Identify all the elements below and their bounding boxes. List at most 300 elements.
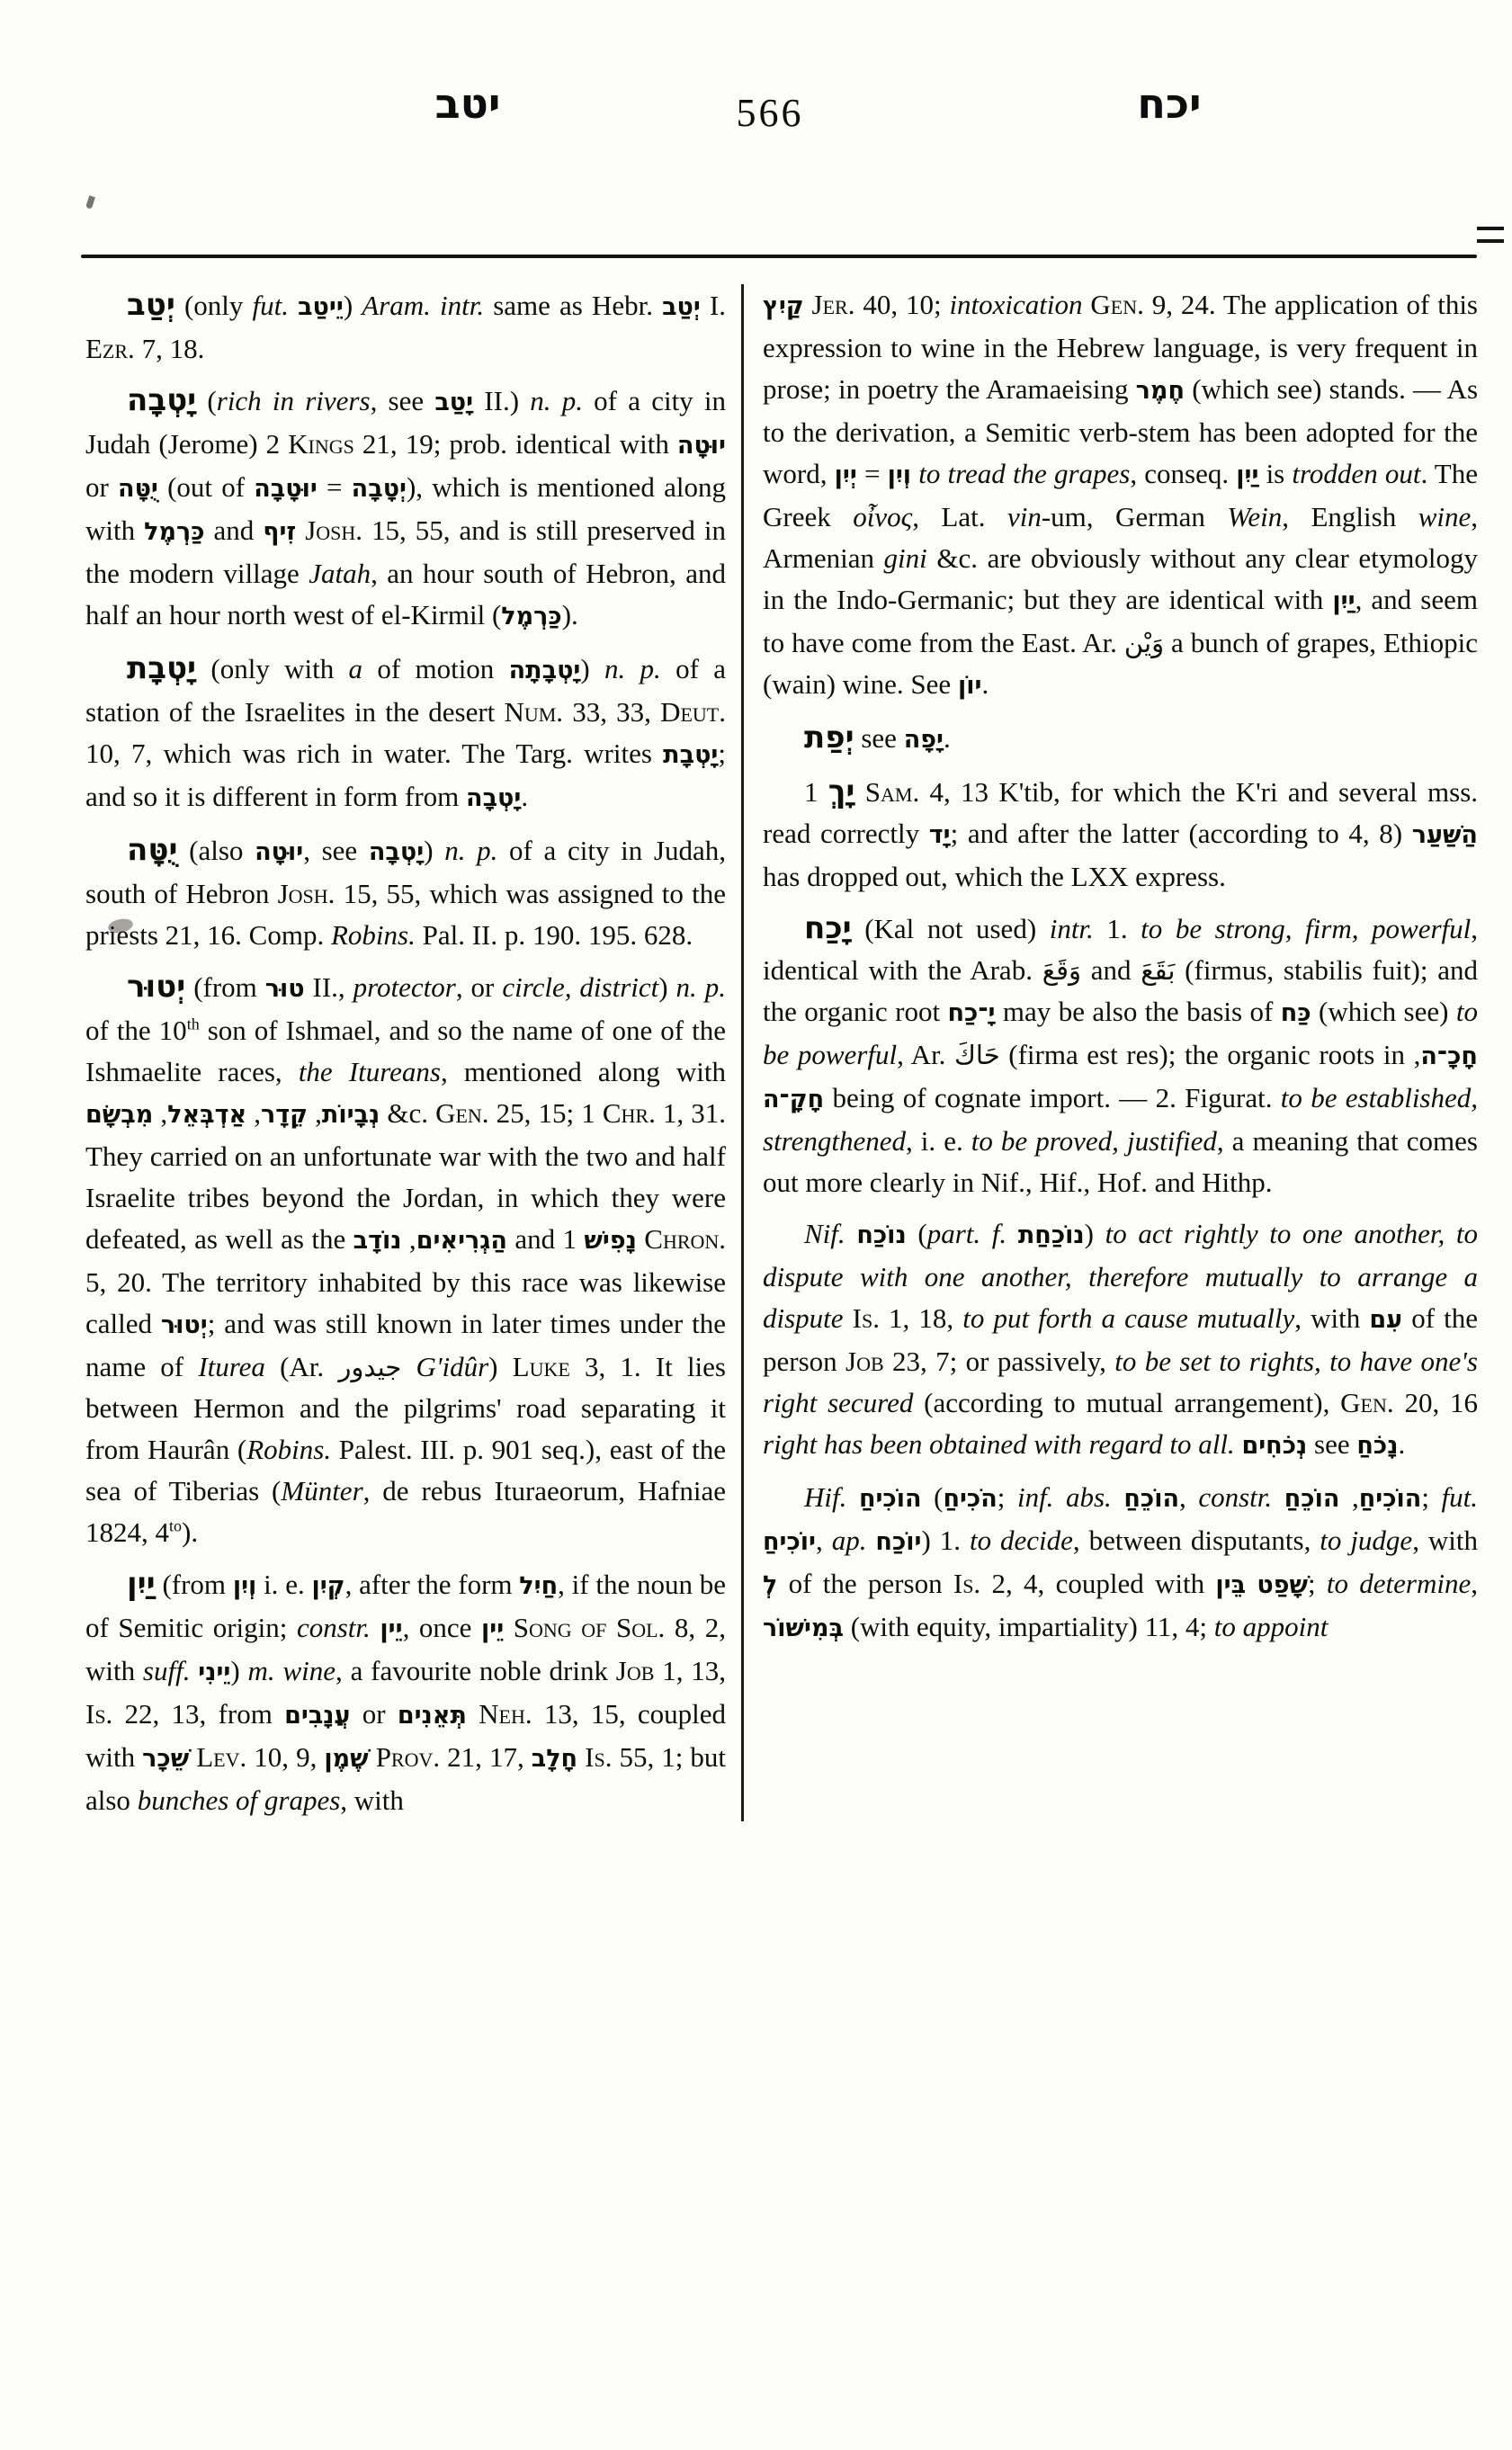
hebrew-word: יְטוּר (160, 1311, 208, 1339)
hebrew-word: נְבָיוֹת (321, 1101, 380, 1129)
text-run (1272, 1481, 1284, 1513)
text-run: Pal. II. p. 190. 195. 628. (415, 919, 693, 951)
text-run: , with (340, 1784, 404, 1816)
header-rule (81, 255, 1477, 258)
hebrew-word: תְּאֵנִים (397, 1702, 467, 1730)
hebrew-word: נוֹכַחַת (1017, 1221, 1085, 1249)
italic-text: wine (1418, 501, 1472, 532)
text-run: , (1413, 1039, 1421, 1070)
hebrew-word: יָפָה (903, 726, 944, 754)
hebrew-word: יֵין (481, 1615, 505, 1643)
entry-yefat (763, 717, 1478, 761)
text-run: 4, 13 K'tib, for which the K'ri and several mss. read correctly (763, 776, 1479, 849)
text-run: ) (1084, 1218, 1105, 1249)
italic-text: Iturea (198, 1351, 265, 1382)
bible-reference: Job (615, 1655, 655, 1686)
hebrew-word: יְטָבָה (351, 475, 407, 503)
bible-reference: Num. (504, 696, 564, 728)
text-run (289, 290, 298, 321)
text-run: . (1398, 1428, 1406, 1460)
hebrew-headword: יַיִן (127, 1566, 156, 1602)
text-run: , (246, 1097, 261, 1129)
bible-reference: Is. (85, 1698, 113, 1730)
hebrew-word: שֵׁכָר (142, 1745, 190, 1773)
hebrew-word: יָד (928, 821, 951, 849)
text-run: , (1471, 1568, 1479, 1599)
bible-reference: Josh. (305, 514, 363, 546)
text-run: , once (402, 1612, 482, 1643)
italic-text: the Itureans (298, 1056, 441, 1087)
hebrew-word: זִיף (263, 518, 297, 546)
hebrew-headword: יָטְבָת (127, 650, 197, 686)
text-run: 21, 17, (440, 1741, 532, 1773)
text-run: ). (182, 1516, 199, 1548)
italic-text: n. p. (604, 653, 661, 684)
text-run: , i. e. (905, 1125, 971, 1157)
text-run (190, 1655, 198, 1686)
hebrew-headword: יְטוּר (127, 969, 186, 1005)
bible-reference: Is. (852, 1302, 880, 1334)
text-run (467, 1698, 479, 1730)
text-run: 13, 15, coupled with (85, 1698, 727, 1773)
text-run: ; (997, 1481, 1017, 1513)
text-run (866, 1525, 875, 1556)
hebrew-headword: יָךְ (828, 773, 855, 809)
italic-text: right has been obtained with regard to all. (763, 1428, 1235, 1460)
text-run: 1, 13, (654, 1655, 727, 1686)
hebrew-word: יוֹן (957, 672, 982, 700)
text-run: same as Hebr. (484, 290, 663, 321)
text-run: (Ar. (264, 1351, 339, 1382)
bible-reference: Jer. (811, 289, 855, 320)
bible-reference: Lev. (196, 1741, 247, 1773)
hebrew-word: הוֹכֵחַ (1284, 1485, 1340, 1513)
bible-reference: Job (845, 1346, 884, 1377)
hebrew-word: יְטַב (662, 293, 701, 321)
text-run: ( (921, 1481, 944, 1513)
arabic-word: وَيْن (1123, 628, 1165, 658)
text-run: 10, 7, which was rich in water. The Targ. writes (85, 738, 664, 769)
italic-text: to judge (1320, 1525, 1413, 1556)
text-run: II.) (473, 385, 531, 416)
text-run: -um, German (1041, 501, 1228, 532)
text-run: 40, 10; (854, 289, 950, 320)
text-run: may be also the basis of (995, 996, 1281, 1027)
text-run: (also (177, 835, 255, 866)
text-run: 1, 31. They carried on an unfortunate war with the two and half Israelite tribes beyond the Jordan, in which they were defeated, as well as the (85, 1097, 727, 1255)
bible-reference: Luke (512, 1351, 570, 1382)
italic-text: rich in rivers (216, 385, 371, 416)
arabic-word: حَاكَ (954, 1040, 1000, 1070)
text-run: Palest. III. p. 901 seq.), east of the sea of Tiberias ( (85, 1434, 726, 1507)
text-run: see (1307, 1428, 1357, 1460)
text-run: , with (1294, 1302, 1370, 1334)
text-run: 1. (1093, 913, 1141, 944)
text-run: . The Greek (763, 458, 1479, 532)
text-run: of the person (763, 1302, 1478, 1377)
paragraph-hifil (763, 1477, 1478, 1650)
column-divider-rule (741, 284, 744, 1821)
text-run (1112, 1481, 1124, 1513)
hebrew-word: יֵיטַב (298, 293, 344, 321)
text-run: , an hour south of Hebron, and half an hour north west of el-Kirmil ( (85, 558, 726, 630)
hebrew-word: כַּרְמֶל (501, 603, 562, 630)
text-run: . (981, 668, 989, 700)
text-run: 8, 2, with (85, 1612, 726, 1686)
italic-text: to be powerful (763, 996, 1479, 1070)
italic-text: Münter (281, 1475, 363, 1507)
entry-yakach (763, 908, 1478, 1203)
text-run: , after the form (344, 1569, 520, 1600)
text-run: , between disputants, (1072, 1525, 1320, 1556)
italic-text: to appoint (1213, 1611, 1329, 1642)
text-run: ( (906, 1218, 927, 1249)
text-run: , (401, 1223, 416, 1255)
text-run: (from (155, 1569, 233, 1600)
italic-text: to put forth a cause mutually (962, 1302, 1295, 1334)
text-run: , Lat. (912, 501, 1007, 532)
text-run: II., (304, 971, 353, 1003)
hebrew-headword: יֻטָּה (127, 832, 178, 868)
italic-text: part. f. (926, 1218, 1007, 1249)
entry-yayin (85, 1563, 726, 1821)
italic-text: Robins. (246, 1434, 332, 1465)
text-run: , with (1412, 1525, 1479, 1556)
text-run: (according to mutual arrangement), (913, 1387, 1341, 1418)
bible-reference: Gen. (435, 1097, 489, 1129)
italic-text: Jatah (309, 558, 371, 589)
hebrew-word: יָטְבָה (368, 838, 425, 866)
text-run: ) (343, 290, 362, 321)
text-run: (only (174, 290, 253, 321)
text-run: son of Ishmael, and so the name of one of the Ishmaelite races, (85, 1015, 726, 1087)
text-run: ; (1421, 1481, 1442, 1513)
arabic-word: جيدور (338, 1352, 402, 1382)
hebrew-headword: יָכַח (804, 910, 852, 946)
hebrew-word: יְיִן (834, 461, 857, 489)
hebrew-word: יַיִן (1236, 461, 1259, 489)
italic-text: ap. (831, 1525, 867, 1556)
text-run: ) (230, 1655, 248, 1686)
hebrew-word: כַּרְמֶל (144, 518, 205, 546)
text-run: . (943, 722, 951, 754)
hebrew-word: חֶמֶר (1135, 377, 1185, 405)
italic-text: gini (883, 542, 927, 574)
text-run: &c. (380, 1097, 436, 1129)
text-run: , a favourite noble drink (336, 1655, 616, 1686)
italic-text: to be established, strengthened (763, 1082, 1479, 1157)
entry-yuttah (85, 829, 726, 956)
hebrew-word: קְיִן (311, 1572, 345, 1600)
hebrew-word: עִם (1369, 1306, 1403, 1334)
italic-text: constr. (296, 1612, 371, 1643)
hebrew-word: הוֹכִיחַ (1358, 1485, 1422, 1513)
text-run: 21, 19; prob. identical with (353, 428, 677, 460)
hebrew-word: חָלָב (531, 1745, 578, 1773)
italic-text: Hif. (804, 1481, 847, 1513)
text-run: I. (700, 290, 727, 321)
rule-end-tick (1477, 227, 1504, 230)
text-run (844, 1302, 853, 1334)
italic-text: n. p. (444, 835, 498, 866)
text-run (504, 1612, 514, 1643)
guide-word-right: יכח (1137, 79, 1202, 128)
text-run: and (204, 514, 264, 546)
page-number: 566 (736, 91, 804, 135)
text-run: , (308, 1097, 322, 1129)
hebrew-word: נָכֹחַ (1356, 1432, 1399, 1460)
hebrew-word: יוּטָבָה (254, 475, 318, 503)
italic-text: circle, district (502, 971, 659, 1003)
italic-text: Wein (1227, 501, 1283, 532)
entry-yotbat (85, 648, 726, 819)
text-run: a bunch of grapes, Ethiopic (wain) wine. See (763, 627, 1479, 700)
italic-text: m. (247, 1655, 275, 1686)
superscript-text: to (169, 1516, 183, 1535)
text-run: , (153, 1097, 168, 1129)
text-run: or (85, 471, 119, 503)
text-run: 55, 1; but also (85, 1741, 727, 1816)
italic-text: vin (1007, 501, 1042, 532)
italic-text: n. p. (530, 385, 583, 416)
text-run: i. e. (256, 1569, 312, 1600)
print-artifact-mark (85, 195, 95, 209)
entry-yetab (85, 284, 726, 370)
hebrew-word: עֲנָבִים (284, 1702, 351, 1730)
hebrew-word: כַּח (1280, 999, 1311, 1027)
text-run: of the person (777, 1568, 953, 1599)
italic-text: to decide (969, 1525, 1073, 1556)
hebrew-word: נוֹדָב (353, 1227, 402, 1255)
hebrew-word: יָטְבָתָה (508, 657, 581, 684)
text-run: 5, 20. The territory inhabited by this race was likewise called (85, 1266, 726, 1339)
text-run (845, 1218, 857, 1249)
text-run: and (1081, 954, 1141, 986)
hebrew-word: יוּטָה (676, 432, 726, 460)
hebrew-word: הַגְרִיאִים (416, 1227, 507, 1255)
text-run: , and seem to have come from the East. Ar. (763, 584, 1478, 658)
bible-reference: Prov. (375, 1741, 441, 1773)
hebrew-word: יוֹכִיחַ (763, 1528, 817, 1556)
hebrew-word: יַיִן (1332, 587, 1355, 615)
text-run: see (854, 722, 904, 754)
bible-reference: Deut. (660, 696, 726, 728)
hebrew-word: חַיִל (519, 1572, 559, 1600)
hebrew-headword: יְטַב (127, 287, 175, 323)
italic-text: Robins. (330, 919, 416, 951)
italic-text: to act rightly to one another, to dispute with one another, therefore mutually to arrange a dispute (763, 1218, 1479, 1334)
hebrew-word: חָקָ־ה (763, 1086, 825, 1113)
text-run: &c. are obviously without any clear etymology in the Indo-Germanic; but they are identical with (763, 542, 1478, 615)
hebrew-word: הֹכִיחַ (943, 1485, 998, 1513)
text-run: , mentioned along with (441, 1056, 727, 1087)
text-run: 23, 7; or passively, (883, 1346, 1115, 1377)
hebrew-headword: יְפַת (804, 720, 854, 756)
text-run: , conseq. (1130, 458, 1237, 489)
hebrew-word: הַשַּׁעַר (1411, 821, 1478, 849)
italic-text: fut. (252, 290, 289, 321)
text-run: 3, 1. It lies between Hermon and the pilgrims' road separating it from Haurân ( (85, 1351, 726, 1465)
italic-text: to tread the grapes (918, 458, 1131, 489)
italic-text: G'idûr (416, 1351, 489, 1382)
bible-reference: Song of Sol. (513, 1612, 666, 1643)
hebrew-word: יוּטָה (255, 838, 304, 866)
text-run (804, 289, 812, 320)
text-run: ) (580, 653, 604, 684)
text-run: ). (561, 599, 578, 630)
text-run: of the 10 (85, 1015, 187, 1046)
text-run: = (856, 458, 888, 489)
italic-text: protector (353, 971, 456, 1003)
hebrew-word: חָכָ־ה (1420, 1042, 1478, 1070)
text-run: , see (303, 835, 369, 866)
hebrew-word: בֵּין (1215, 1571, 1247, 1599)
text-run: has dropped out, which the LXX express. (763, 861, 1226, 892)
italic-text: intoxication (949, 289, 1083, 320)
text-run: or (350, 1698, 398, 1730)
italic-text: wine (282, 1655, 336, 1686)
text-run (296, 514, 305, 546)
text-run: ; and was still known in later times under the name of (85, 1308, 727, 1382)
text-run: being of cognate import. — 2. Figurat. (824, 1082, 1281, 1113)
right-column (763, 284, 1478, 1821)
text-run: ( (196, 385, 217, 416)
text-run (401, 1351, 416, 1382)
italic-text: bunches of grapes (137, 1784, 341, 1816)
text-run: and (506, 1223, 563, 1255)
text-run: 2, 4, coupled with (980, 1568, 1216, 1599)
italic-text: trodden out (1292, 458, 1421, 489)
text-run: 25, 15; 1 (488, 1097, 603, 1129)
bible-reference: Sam. (864, 776, 920, 808)
text-run: 22, 13, from (112, 1698, 285, 1730)
bible-reference: Kings (288, 428, 354, 460)
text-run: (firma est res); the organic roots in (999, 1039, 1414, 1070)
text-run: of a city in Judah (Jerome) 2 (85, 385, 727, 460)
italic-text: constr. (1198, 1481, 1273, 1513)
text-run (371, 1612, 380, 1643)
hebrew-headword: יָטְבָה (127, 382, 197, 418)
text-run: ) (424, 835, 445, 866)
text-run: (out of (157, 471, 255, 503)
hebrew-word: אַדְבְּאֵל (167, 1101, 247, 1129)
greek-word: οἶνος (853, 501, 913, 532)
text-run: of a city in Judah, south of Hebron (85, 835, 726, 909)
text-run: , if the noun be of Semitic origin; (85, 1569, 726, 1643)
text-columns (85, 284, 1478, 1821)
text-run: (only with (196, 653, 349, 684)
text-run: 10, 9, (246, 1741, 325, 1773)
entry-yetur (85, 966, 726, 1553)
hebrew-word: יֵין (380, 1615, 403, 1643)
hebrew-word: יָטְבָת (663, 741, 719, 769)
text-run: . (521, 781, 529, 812)
hebrew-word: נָפִישׁ (584, 1227, 637, 1255)
hebrew-word: בְּמִישׁוֹר (763, 1614, 844, 1642)
hebrew-word: יָ־כַח (947, 999, 996, 1027)
text-run: , see (370, 385, 435, 416)
text-run: (which see) (1311, 996, 1456, 1027)
italic-text: suff. (142, 1655, 191, 1686)
text-run: ; and after the latter (according to 4, 8) (950, 818, 1412, 849)
hebrew-word: נוֹכַח (856, 1221, 907, 1249)
italic-text: n. p. (675, 971, 726, 1003)
text-run: , (816, 1525, 832, 1556)
text-run (369, 1741, 376, 1773)
text-run: ), which is mentioned along with (85, 471, 726, 546)
italic-text: fut. (1441, 1481, 1478, 1513)
paragraph-nifal (763, 1213, 1478, 1467)
text-run: , (1339, 1481, 1359, 1513)
hebrew-word: הוֹכֵחַ (1123, 1485, 1180, 1513)
text-run: 7, 18. (134, 333, 205, 364)
italic-text: to be strong, firm, powerful (1141, 913, 1472, 944)
text-run: ) (488, 1351, 513, 1382)
text-run: , a meaning that comes out more clearly in Nif., Hif., Hof. and Hithp. (763, 1125, 1478, 1198)
hebrew-word: טוּר (264, 975, 305, 1003)
hebrew-word: יֻטָּה (118, 475, 158, 503)
italic-text: intr. (1049, 913, 1094, 944)
text-run: 1 (804, 776, 865, 808)
hebrew-word: לְ (763, 1571, 778, 1599)
text-run: ) 1. (921, 1525, 970, 1556)
continuation-yayin (763, 284, 1478, 707)
entry-yak (763, 771, 1478, 898)
hebrew-word: וְיִן (232, 1572, 257, 1600)
text-run: , Armenian (763, 501, 1479, 574)
hebrew-word: יָטַב (434, 389, 474, 416)
hebrew-word: יֵינִי (198, 1659, 231, 1686)
text-run: , (1179, 1481, 1199, 1513)
arabic-word: بَقَعَ (1141, 955, 1176, 986)
hebrew-word: שָׁפַט (1257, 1571, 1308, 1599)
text-run: , de rebus Ituraeorum, Hafniae 1824, 4 (85, 1475, 726, 1548)
italic-text: inf. abs. (1016, 1481, 1112, 1513)
text-run: 33, 33, (563, 696, 661, 728)
bible-reference: Gen. (1090, 289, 1144, 320)
text-run: , Ar. (897, 1039, 954, 1070)
text-run: of a station of the Israelites in the desert (85, 653, 726, 728)
text-run: , or (455, 971, 503, 1003)
bible-reference: Neh. (479, 1698, 532, 1730)
italic-text: to determine (1326, 1568, 1472, 1599)
italic-text: a (348, 653, 363, 684)
bible-reference: Is. (953, 1568, 981, 1599)
bible-reference: Chron. (644, 1223, 727, 1255)
left-column (85, 284, 726, 1821)
bible-reference: Gen. (1340, 1387, 1394, 1418)
text-run: (Kal not used) (851, 913, 1050, 944)
italic-text: to be proved, justified (971, 1125, 1217, 1157)
hebrew-word: שֶׁמֶן (324, 1745, 369, 1773)
entry-yotbah (85, 380, 726, 638)
text-run: 20, 16 (1393, 1387, 1478, 1418)
hebrew-word: הוֹכִיחַ (858, 1485, 922, 1513)
text-run (577, 1741, 585, 1773)
hebrew-word: וְיִן (887, 461, 912, 489)
text-run: , identical with the Arab. (763, 913, 1478, 986)
hebrew-word: יוֹכַח (875, 1528, 922, 1556)
arabic-word: وَقَعَ (1042, 955, 1081, 986)
hebrew-word: קֵדָר (261, 1101, 309, 1129)
text-run: , English (1282, 501, 1418, 532)
bible-reference: Josh. (277, 878, 336, 909)
text-run: (firmus, stabilis fuit); and the organic root (763, 954, 1478, 1027)
hebrew-word: קַיִץ (763, 292, 804, 320)
superscript-text: th (186, 1015, 200, 1033)
hebrew-word: יָטְבָה (466, 784, 522, 812)
guide-word-left: יטב (434, 79, 501, 128)
